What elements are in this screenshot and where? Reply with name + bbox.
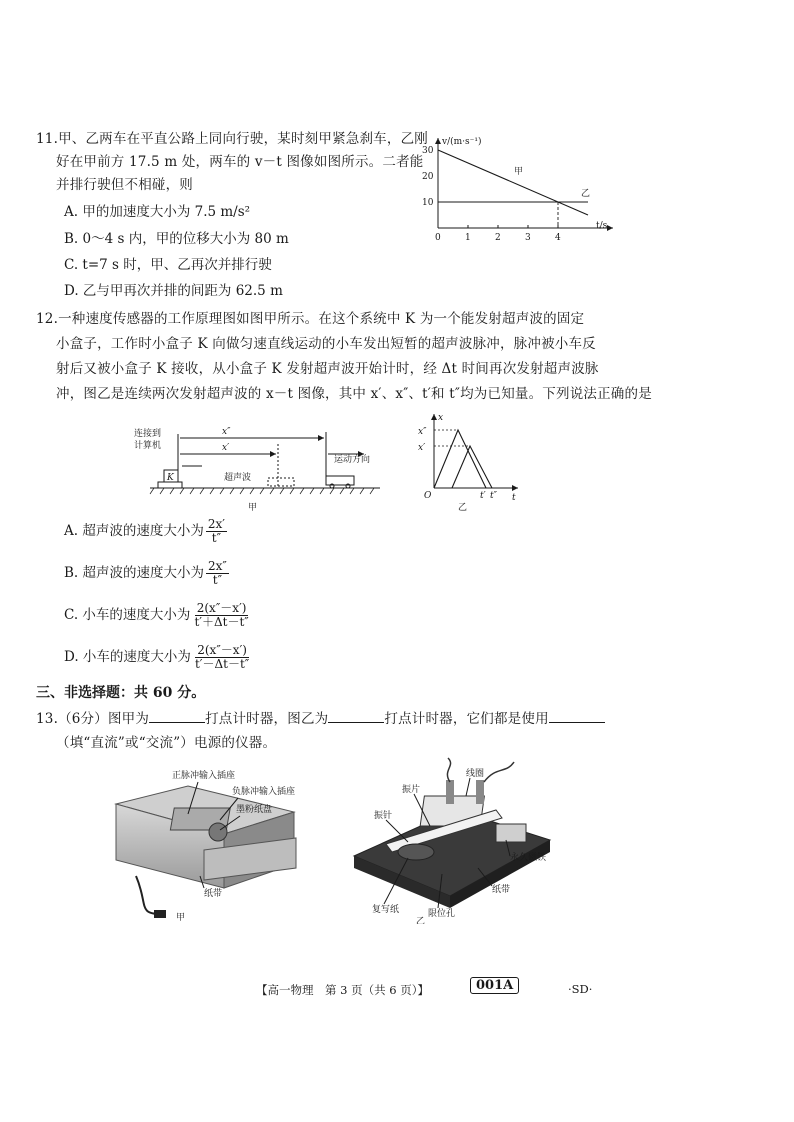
svg-text:t′: t′	[480, 491, 486, 501]
q13-line2: （填“直流”或“交流”）电源的仪器。	[56, 735, 277, 751]
label-motion: 运动方向	[334, 455, 371, 465]
first-pulse	[434, 430, 486, 488]
label-pos-input: 正脉冲输入插座	[172, 771, 236, 781]
svg-text:x: x	[438, 413, 444, 423]
svg-text:O: O	[424, 491, 432, 501]
label-ink-disk: 墨粉纸盘	[236, 805, 273, 815]
x-tick-label: 0	[435, 233, 441, 240]
footer-mark: ·SD·	[568, 982, 593, 996]
svg-text:t: t	[512, 493, 516, 503]
label-magnet: 永久磁铁	[510, 853, 547, 863]
blank-3	[549, 708, 605, 723]
blank-1	[149, 708, 205, 723]
label-neg-input: 负脉冲输入插座	[232, 787, 296, 797]
label-carbon: 复写纸	[372, 905, 400, 915]
label-x-double: x″	[222, 427, 231, 437]
y-tick-label: 10	[422, 198, 434, 208]
x-tick-label: 3	[525, 233, 531, 240]
q12-stem-line1: 12.一种速度传感器的工作原理图如图甲所示。在这个系统中 K 为一个能发射超声波的固定	[36, 311, 585, 327]
label-x-single: x′	[222, 443, 230, 453]
q12-figure-jia	[130, 422, 390, 514]
q12-option-b: B. 超声波的速度大小为 $\frac{2x''}{t''}$	[64, 559, 227, 587]
computer-label-2: 计算机	[134, 441, 162, 451]
label-ultrasonic: 超声波	[224, 473, 252, 483]
footer-code: 001A	[470, 978, 519, 993]
car	[326, 476, 354, 485]
caption-jia: 甲	[176, 913, 186, 923]
label-coil: 线圈	[466, 769, 485, 779]
q11-stem-line1: 11.甲、乙两车在平直公路上同向行驶，某时刻甲紧急刹车，乙刚	[36, 131, 428, 147]
series-yi-label: 乙	[581, 189, 591, 199]
label-tape-yi: 纸带	[492, 885, 511, 895]
y-tick-label: 20	[422, 172, 434, 182]
svg-text:t″: t″	[490, 491, 497, 501]
q11-stem-line3: 并排行驶但不相碰，则	[56, 177, 193, 193]
caption-yi: 乙	[416, 917, 426, 924]
x-tick-label: 4	[555, 233, 561, 240]
q13-line1: 13.（6分）图甲为 打点计时器，图乙为 打点计时器，它们都是使用	[36, 708, 605, 730]
graph-ylabel: v/(m·s⁻¹)	[442, 137, 482, 147]
svg-text:x″: x″	[418, 427, 427, 437]
q11-option-c: C. t=7 s 时，甲、乙再次并排行驶	[64, 257, 272, 273]
svg-text:乙: 乙	[458, 503, 468, 513]
q11-vt-graph	[418, 130, 618, 240]
section-3-heading: 三、非选择题：共 60 分。	[36, 685, 206, 701]
q12-stem-line3: 射后又被小盒子 K 接收，从小盒子 K 发射超声波开始计时，经 Δt 时间再次发射超声波脉	[56, 361, 599, 377]
svg-text:K: K	[167, 473, 174, 483]
x-tick-label: 2	[495, 233, 501, 240]
q12-stem-line4: 冲，图乙是连续两次发射超声波的 x－t 图像，其中 x′、x″、t′和 t″均为已知量。下列说法正确的是	[56, 386, 652, 402]
q13-figure-yi	[346, 756, 556, 924]
q11-stem-line2: 好在甲前方 17.5 m 处，两车的 v－t 图像如图所示。二者能	[56, 154, 424, 170]
q12-option-a: A. 超声波的速度大小为 $\frac{2x'}{t''}$	[64, 517, 225, 545]
q11-option-a: A. 甲的加速度大小为 7.5 m/s²	[64, 204, 251, 220]
q12-option-d: D. 小车的速度大小为 $\frac{2(x''-x')}{t'-\Delta t-t''}$	[64, 643, 250, 671]
q12-stem-line2: 小盒子，工作时小盒子 K 向做匀速直线运动的小车发出短暂的超声波脉冲，脉冲被小车反	[56, 336, 596, 352]
label-limit: 限位孔	[428, 909, 456, 919]
q11-option-d: D. 乙与甲再次并排的间距为 62.5 m	[64, 283, 283, 299]
y-tick-label: 30	[422, 146, 434, 156]
computer-label-1: 连接到	[134, 429, 162, 439]
blank-2	[328, 708, 384, 723]
label-needle: 振针	[374, 811, 393, 821]
q12-figure-yi	[414, 410, 524, 514]
q11-option-b: B. 0～4 s 内，甲的位移大小为 80 m	[64, 231, 289, 247]
second-pulse	[452, 446, 492, 488]
label-vibrator: 振片	[402, 785, 421, 795]
graph-xlabel: t/s	[596, 221, 608, 231]
fig-jia-caption: 甲	[248, 503, 258, 513]
q12-option-c: C. 小车的速度大小为 $\frac{2(x''-x')}{t'+\Delta t-t''}$	[64, 601, 249, 629]
q13-figure-jia	[108, 764, 318, 924]
x-tick-label: 1	[465, 233, 471, 240]
label-tape-jia: 纸带	[204, 889, 223, 899]
footer-page-info: 【高一物理 第 3 页（共 6 页）】	[256, 983, 430, 997]
series-jia-label: 甲	[514, 167, 524, 177]
series-jia-line	[438, 150, 591, 215]
svg-text:x′: x′	[418, 443, 426, 453]
